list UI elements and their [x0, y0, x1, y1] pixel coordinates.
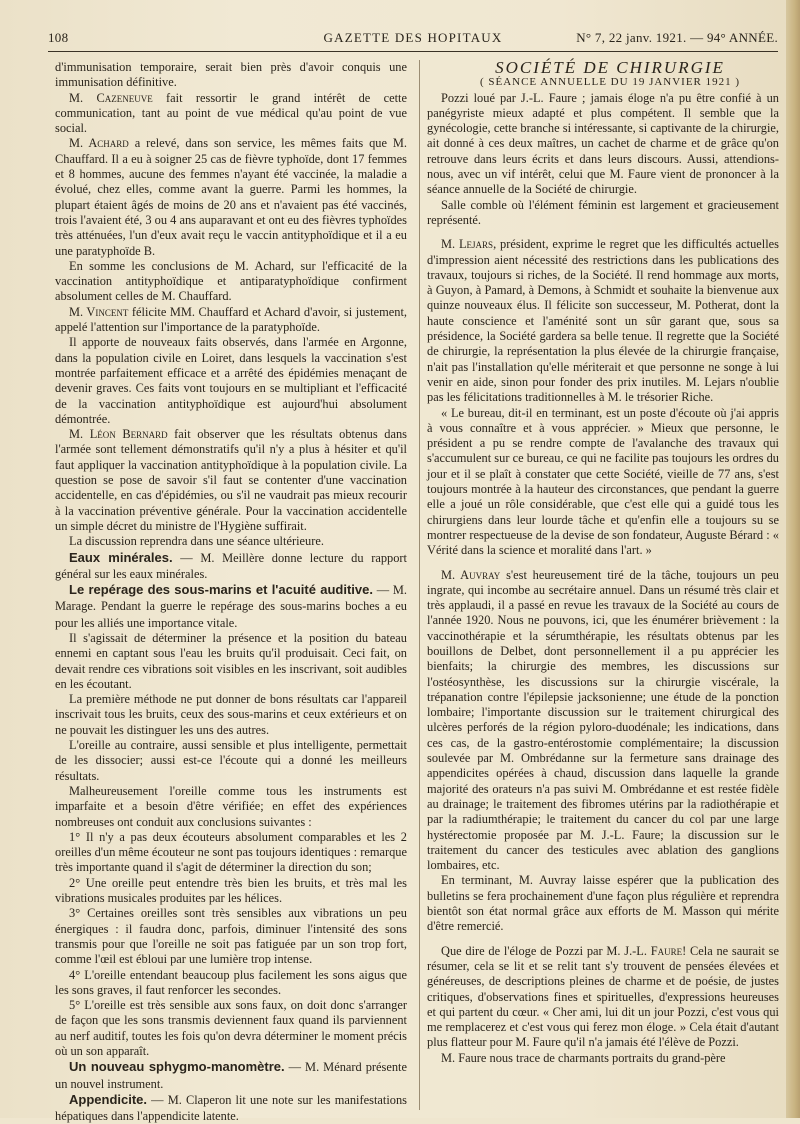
paragraph — [55, 427, 407, 534]
column-divider — [419, 60, 420, 1110]
speaker-name: M. Vincent — [69, 304, 129, 319]
paragraph-text: ! Cela ne saurait se résumer, cela se lit et se relit tant s'y trouvent de pensées élevées et généreuses, de descriptions pleines de charme et de poésie, de justes critiques, d'observations fines et spirituelles, d'expressions heureuses et qui partent du cœur. « Cher ami, lui dit un jour Pozzi, c'est vous qui me remplacerez et c'est vous qui ferez mon éloge. » Cela était d'autant plus flatteur pour M. Faure qu'il n'a jamais été l'élève de Pozzi. — [427, 943, 779, 1050]
section-text: — M. Claperon lit une note sur les manifestations hépatiques dans l'appendicite latente. — [55, 1092, 407, 1124]
speaker-name: M. Lejars — [441, 237, 494, 252]
paragraph-text: félicite MM. Chauffard et Achard d'avoir, si justement, appelé l'attention sur l'importance de la paratyphoïde. — [55, 304, 408, 335]
society-subtitle: ( SÉANCE ANNUELLE DU 19 JANVIER 1921 ) — [479, 76, 741, 89]
section-sphygmo-manometre — [55, 1059, 407, 1092]
paragraph: « Le bureau, dit-il en terminant, est un poste d'écoute où j'ai appris à vous connaître et à vous apprécier. » Mieux que personne, le président a pu se rendre compte de l'avalanche des travaux qui s'accumulent sur ce bureau, ce qui ne facilite pas toujours les ordres du jour et il se plaît à constater que cette Société, vieille de 77 ans, s'est toujours montrée à la hauteur des circonstances, que pendant la guerre elle a joué un rôle considérable, que c'est elle qui a guidé tous les chirurgiens dans leur lourde tâche et qu'enfin elle a toujours su se montrer respectueuse de la devise de son fondateur, Auguste Bérard : « Vérité dans la science et moralité dans l'art. » — [427, 405, 779, 558]
section-text: — M. Meillère donne lecture du rapport général sur les eaux minérales. — [55, 550, 407, 581]
section-title: Eaux minérales. — [69, 549, 173, 565]
paragraph: Il s'agissait de déterminer la présence et la position du bateau ennemi en captant sous l'eau les bruits qu'il produisait. Ceci fait, on devait rendre ces vibrations soit visibles en les inscrivant, soit audibles en les écoutant. — [55, 630, 407, 691]
paragraph — [427, 944, 779, 1051]
paragraph — [55, 305, 407, 336]
header-rule — [48, 51, 778, 52]
section-appendicite — [55, 1092, 407, 1124]
speaker-name: Faure — [650, 943, 683, 958]
paragraph: L'oreille au contraire, aussi sensible et plus intelligente, permettait de les dissocier; aussi est-ce l'écoute qui a donné les meilleurs résultats. — [55, 738, 407, 783]
speaker-name: M. Cazeneuve — [69, 90, 153, 105]
list-item: 5° L'oreille est très sensible aux sons faux, on doit donc s'arranger de façon que les sons transmis deviennent faux quand ils parviennent au nerf auditif, toutes les fois qu'on devra déterminer le moment précis où un son apparaît. — [55, 998, 407, 1058]
paragraph-text: fait ressortir le grand intérêt de cette communication, tant au point de vue médical qu'au point de vue social. — [55, 90, 407, 136]
section-title: Un nouveau sphygmo-manomètre. — [69, 1059, 285, 1075]
speaker-name: M. Auvray — [441, 567, 501, 582]
paragraph: En terminant, M. Auvray laisse espérer que la publication des bulletins se fera prochainement d'une façon plus régulière et reprendra bientôt son état normal grâce aux efforts de M. Masson qui mérite d'être remercié. — [427, 873, 779, 934]
list-item: 4° L'oreille entendant beaucoup plus facilement les sons aigus que les sons graves, il faut renforcer les secondes. — [55, 967, 407, 997]
paragraph: La première méthode ne put donner de bons résultats car l'appareil inscrivait tous les bruits, ceux des sous-marins et ceux extérieurs et on ne pouvait les distinguer les uns des autres. — [55, 692, 407, 737]
left-column — [55, 60, 408, 1124]
paragraph-text: fait observer que les résultats obtenus dans l'armée sont tellement démonstratifs qu'il n'y a plus à hésiter et qu'il faut appliquer la vaccination antityphoïdique à la population civile. La question se pose de savoir s'il faut se contenter d'une vaccination accidentelle, en cas d'épidémies, ou s'il ne vaudrait pas mieux recourir à la vaccination préventive générale. Pour la vaccination accidentelle un simple décret du ministre de l'Hygiène suffirait. — [55, 427, 407, 533]
right-column — [427, 60, 779, 1112]
spacer — [427, 935, 779, 944]
section-title: Appendicite. — [69, 1091, 148, 1107]
paragraph: d'immunisation temporaire, serait bien près d'avoir conquis une immunisation définitive. — [55, 60, 407, 90]
page-edge — [786, 0, 800, 1118]
section-eaux-minerales — [55, 550, 407, 583]
paragraph — [427, 237, 779, 405]
list-item: 3° Certaines oreilles sont très sensibles aux vibrations un peu énergiques : il faudra donc, parfois, diminuer l'intensité des sons transmis pour que l'oreille ne soit pas fatiguée par un son trop fort, comme l'œil est ébloui par une lumière trop intense. — [55, 906, 407, 967]
section-text: — M. Marage. Pendant la guerre le repérage des sous-marins boches a eu pour les alliés une importance vitale. — [55, 583, 407, 630]
paragraph: Salle comble où l'élément féminin est largement et gracieusement représenté. — [427, 197, 779, 227]
spacer — [427, 228, 779, 237]
paragraph: M. Faure nous trace de charmants portraits du grand-père — [441, 1050, 726, 1065]
section-sous-marins — [55, 582, 407, 631]
speaker-name: M. Léon Bernard — [69, 427, 168, 442]
list-item: 2° Une oreille peut entendre très bien les bruits, et très mal les vibrations musicales produites par les hélices. — [55, 875, 407, 906]
list-item: 1° Il n'y a pas deux écouteurs absolument comparables et les 2 oreilles d'un même écouteur ne sont pas toujours identiques : remarque très importante quand il s'agit de déterminer la direction du son; — [55, 829, 407, 875]
journal-title: GAZETTE DES HOPITAUX — [323, 30, 503, 45]
paragraph: Pozzi loué par J.-L. Faure ; jamais éloge n'a pu être confié à un panégyriste mieux adapté et plus compétent. Il semble que la gynécologie, cette branche si intéressante, si captivante de la chirurgie, ait donné à ces deux maîtres, un cachet de charme et de grâce qu'on retrouve dans leurs écrits et dans leurs discours. Aussi, attendions-nous, avec un vif intérêt, celui que M. Faure vient de prononcer à la séance annuelle de la Société de chirurgie. — [427, 90, 779, 197]
speaker-name: M. Achard — [69, 136, 129, 151]
issue-info: N° 7, 22 janv. 1921. — 94° ANNÉE. — [576, 30, 778, 45]
paragraph-text: , président, exprime le regret que les difficultés actuelles d'impression aient nécessité des restrictions dans les publications des travaux, toujours si riches, de la Société. Il rend hommage aux morts, à Guyon, à Pamard, à Demons, à Schmidt et souhaite la bienvenue aux quinze nouveaux élus. Il félicite son successeur, M. Potherat, dont la haute conscience et l'aménité sont un sûr garant que, sous sa présidence, la Société gardera sa belle tenue. Il regrette que la Société de chirurgie, la représentation la plus élevée de la chirurgie française, n'ait pas l'installation qu'elle mériterait et que personne ne songe à lui venir en aide, sinon pour fonder des prix inutiles. M. Lejars n'oublie pas les félicitations traditionnelles à M. le trésorier Riche. — [427, 237, 779, 405]
paragraph: Malheureusement l'oreille comme tous les instruments est imparfaite et a besoin d'être vérifiée; en effet des expériences nombreuses ont conduit aux conclusions suivantes : — [55, 783, 407, 829]
page-number: 108 — [48, 30, 69, 45]
paragraph — [55, 136, 407, 258]
paragraph-text: Que dire de l'éloge de Pozzi par M. J.-L. — [441, 943, 651, 958]
section-title: Le repérage des sous-marins et l'acuité auditive. — [69, 582, 373, 598]
paragraph-text: s'est heureusement tiré de la tâche, toujours un peu ingrate, qui incombe au secrétaire annuel. Dans un résumé très clair et très applaudi, il a passé en revue les travaux de la Société au cours de l'année 1920. Nous ne pouvons, ici, que les énumérer brièvement : la vaccinothérapie et la sérumthérapie, les résultats obtenus par les bouillons de Delbet, dont personnellement il a pu apprécier les bienfaits; la chirurgie des membres, les discussions sur l'ostéosynthèse, les discussions sur la chirurgie viscérale, la trépanation contre l'épilepsie jacksonienne; une étude de la ponction lombaire; l'importante discussion sur le traitement chirurgical des ulcères perforés de la région pyloro-duodénale; les indications, dans ces cas, de la gastro-entérostomie complémentaire; la discussion soulevée par M. Ombrédanne sur la fermeture sans drainage des appendicites opérées à chaud, discussion dans laquelle la grande majorité des orateurs n'a pas suivi M. Ombrédanne et est restée fidèle au drainage; le traitement des fibromes utérins par la radiothérapie et par la radiumthérapie; le traitement du cancer du col par une large hystérectomie proposée par M. J.-L. Faure; la discussion sur le traitement du cancer des testicules avec ablation des ganglions lombaires, etc. — [427, 567, 779, 873]
paragraph: La discussion reprendra dans une séance ultérieure. — [69, 534, 324, 549]
page-header — [48, 30, 778, 52]
paragraph-text: a relevé, dans son service, les mêmes faits que M. Chauffard. Il a eu à soigner 25 cas de fièvre typhoïde, dont 17 femmes et 8 hommes, aucune des femmes n'ayant été vaccinée, la maladie a évolué, chez elles, comme avant la guerre. Parmi les hommes, la plupart étaient âgés de moins de 20 ans et n'avaient pas été vaccinés, trois l'avaient été, 3 ou 4 ans auparavant et ont eu des fièvres typhoïdes très atténuées, l'un d'eux avait reçu le vaccin antityphoïdique et il a eu une paratyphoïde B. — [55, 136, 407, 258]
section-text: — M. Ménard présente un nouvel instrument. — [55, 1060, 407, 1091]
paragraph: Il apporte de nouveaux faits observés, dans l'armée en Argonne, dans la population civile en Loiret, dans lesquels la vaccination s'est montrée parfaitement efficace et a arrêté des épidémies menaçant de devenir graves. Ces faits vont toujours en se multipliant et l'efficacité de la vaccination antityphoïdique est aujourd'hui absolument démontrée. — [55, 335, 407, 426]
society-title: SOCIÉTÉ DE CHIRURGIE — [495, 58, 725, 77]
spacer — [427, 559, 779, 568]
paragraph — [55, 91, 407, 137]
paragraph: En somme les conclusions de M. Achard, sur l'efficacité de la vaccination antityphoïdique et antiparatyphoïdique confirment absolument celles de M. Chauffard. — [55, 258, 407, 304]
paragraph — [427, 568, 779, 874]
